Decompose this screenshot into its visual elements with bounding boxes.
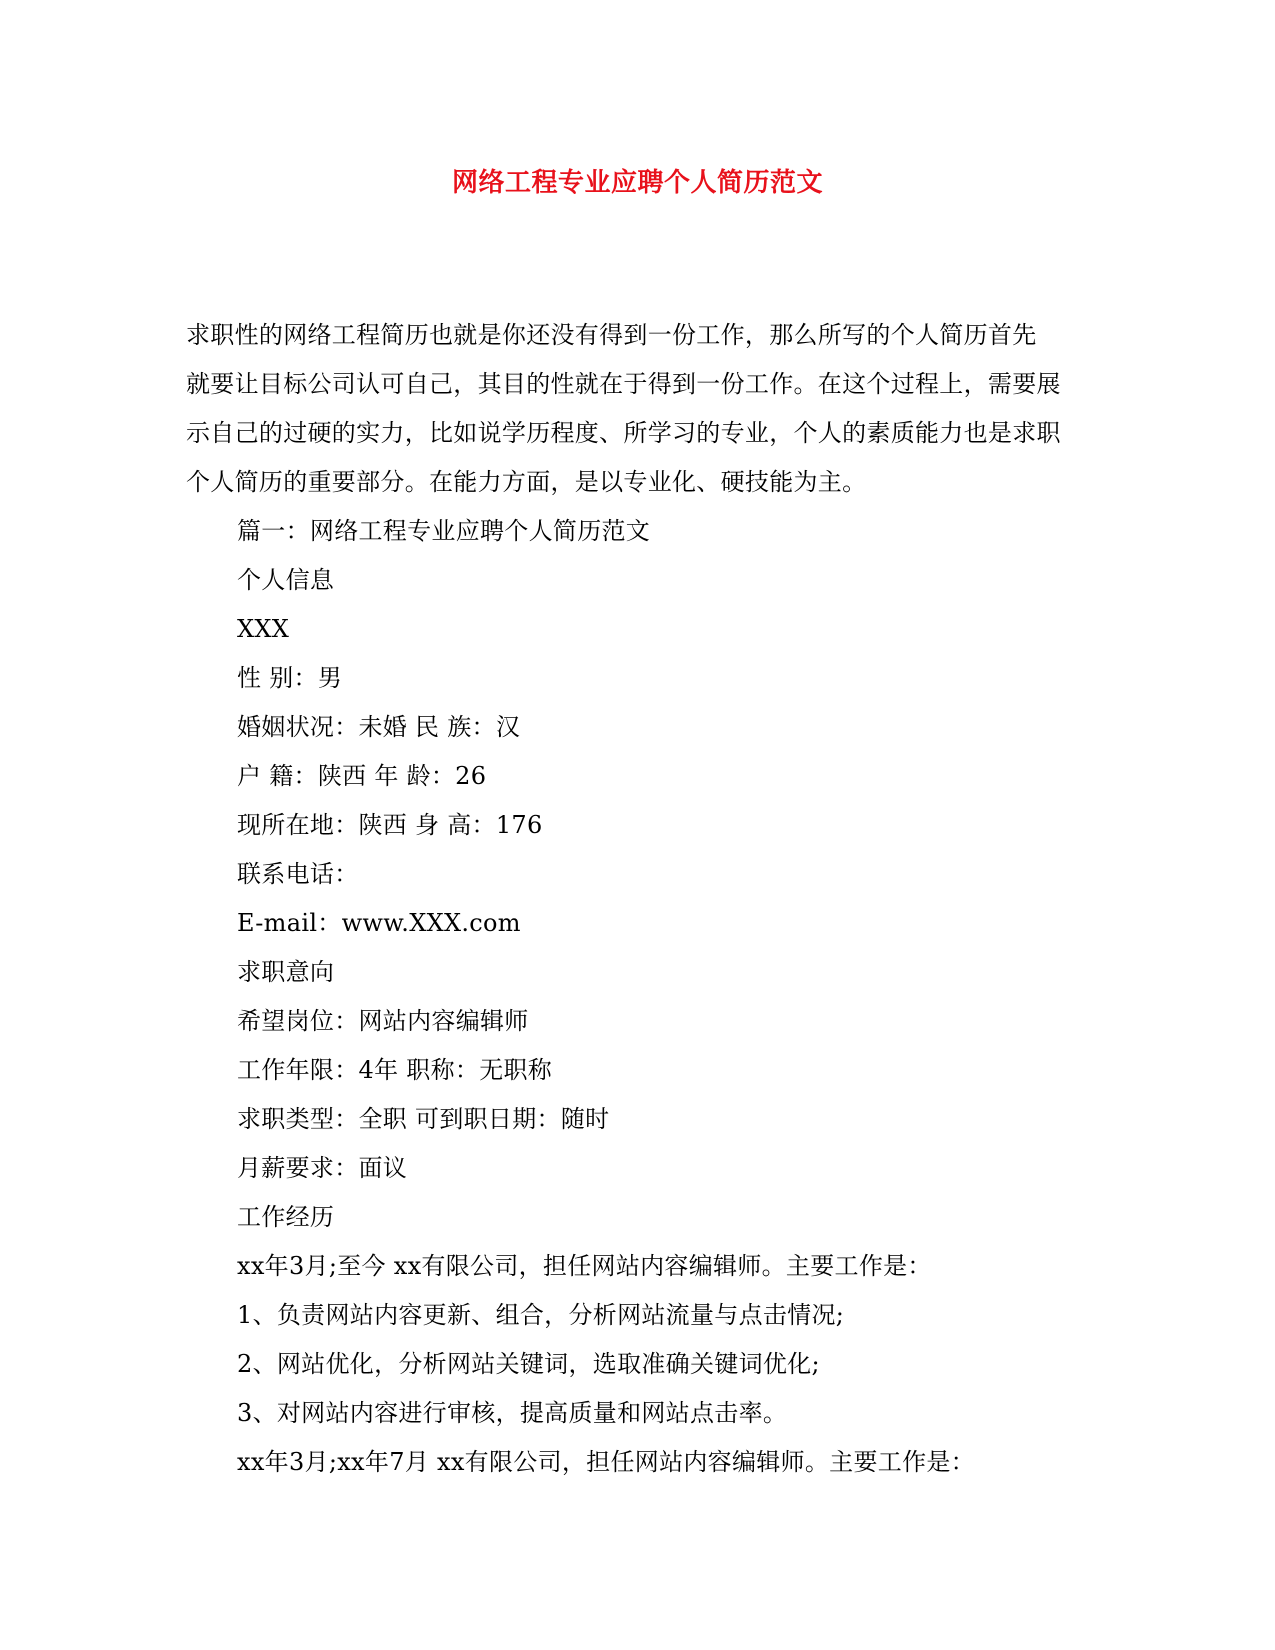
gender-line: 性 别：男	[237, 664, 343, 692]
hometown-age-line: 户 籍：陕西 年 龄：26	[237, 762, 487, 790]
salary-line: 月薪要求：面议	[237, 1154, 408, 1182]
phone-line: 联系电话：	[237, 860, 359, 888]
intro-paragraph	[186, 311, 1086, 507]
intro-line: 就要让目标公司认可自己，其目的性就在于得到一份工作。在这个过程上，需要展	[186, 370, 1061, 398]
intro-line: 求职性的网络工程简历也就是你还没有得到一份工作，那么所写的个人简历首先	[186, 321, 1037, 349]
work-years-title-line: 工作年限：4年 职称：无职称	[237, 1056, 553, 1084]
document-title: 网络工程专业应聘个人简历范文	[451, 168, 823, 198]
experience-entry-line: xx年3月;至今 xx有限公司，担任网站内容编辑师。主要工作是：	[237, 1252, 932, 1280]
section-heading-article-one: 篇一：网络工程专业应聘个人简历范文	[237, 517, 651, 545]
location-height-line: 现所在地：陕西 身 高：176	[237, 811, 543, 839]
intro-line: 个人简历的重要部分。在能力方面，是以专业化、硬技能为主。	[186, 468, 867, 496]
name-line: XXX	[237, 615, 290, 643]
duty-item-3: 3、对网站内容进行审核，提高质量和网站点击率。	[237, 1399, 788, 1427]
experience-entry-line: xx年3月;xx年7月 xx有限公司，担任网站内容编辑师。主要工作是：	[237, 1448, 975, 1476]
desired-position-line: 希望岗位：网站内容编辑师	[237, 1007, 529, 1035]
duty-item-2: 2、网站优化，分析网站关键词，选取准确关键词优化;	[237, 1350, 820, 1378]
marital-ethnicity-line: 婚姻状况：未婚 民 族：汉	[237, 713, 521, 741]
section-heading-work-experience: 工作经历	[237, 1203, 335, 1231]
email-line: E-mail：www.XXX.com	[237, 909, 521, 937]
intro-line: 示自己的过硬的实力，比如说学历程度、所学习的专业，个人的素质能力也是求职	[186, 419, 1061, 447]
job-type-start-date-line: 求职类型：全职 可到职日期：随时	[237, 1105, 610, 1133]
section-heading-personal-info: 个人信息	[237, 566, 335, 594]
section-heading-job-intention: 求职意向	[237, 958, 335, 986]
duty-item-1: 1、负责网站内容更新、组合，分析网站流量与点击情况;	[237, 1301, 845, 1329]
resume-body	[237, 507, 1097, 1487]
